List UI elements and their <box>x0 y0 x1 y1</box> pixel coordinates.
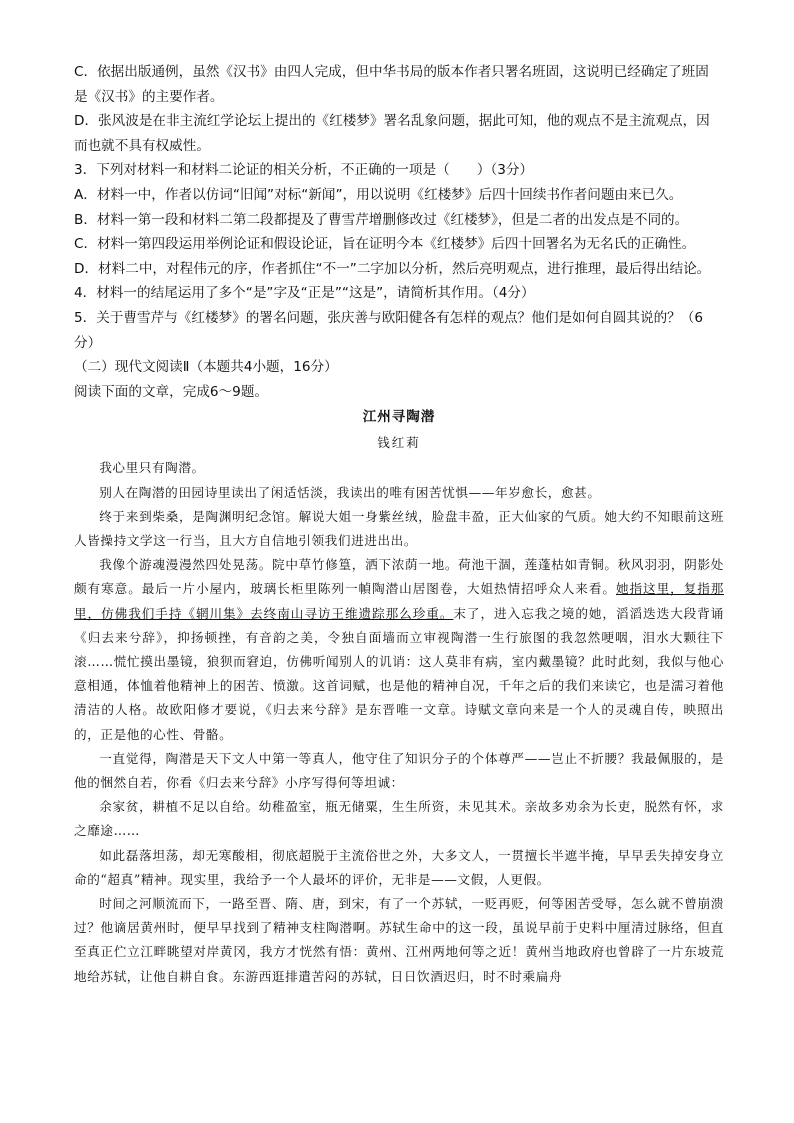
quoted-paragraph: 余家贫，耕植不足以自给。幼稚盈室，瓶无储粟，生生所资，未见其术。亲故多劝余为长吏，脱然有怀，求之靡途…… <box>74 799 724 839</box>
paragraph: 一直觉得，陶潜是天下文人中第一等真人，他守住了知识分子的个体尊严——岂止不折腰？我最佩服的，是他的悃然自若，你看《归去来兮辞》小序写得何等坦诚： <box>74 750 724 790</box>
question-4: 4．材料一的结尾运用了多个“是”字及“正是”“这是”，请简析其作用。（4分） <box>74 285 535 302</box>
paragraph <box>74 553 724 747</box>
text-line: C．依据出版通例，虽然《汉书》由四人完成，但中华书局的版本作者只署名班固，这说明已经确定了班固 <box>74 64 709 80</box>
text-line: D．张风波是在非主流红学论坛上提出的《红楼梦》署名乱象问题，据此可知，他的观点不是主流观点，因 <box>74 113 710 130</box>
paragraph: 时间之河顺流而下，一路至晋、隋、唐，到宋，有了一个苏轼，一贬再贬，何等困苦受辱，怎么就不曾崩溃过？他谪居黄州时，便早早找到了精神支柱陶潜啊。苏轼生命中的这一段，虽说早前于史料中厘清过脉络，但直至真正伫立江畔眺望对岸黄冈，我方才恍然有悟：黄州、江州两地何等之近！黄州当地政府也曾辟了一片东坡荒地给苏轼，让他自耕自食。东游西逛排遣苦闷的苏轼，日日饮酒迟归，时不时乘扁舟 <box>74 895 724 984</box>
article-author: 钱红莉 <box>377 435 421 451</box>
option-d: D．材料二中，对程伟元的序，作者抓住“不一”二字加以分析，然后亮明观点，进行推理，最后得出结论。 <box>74 260 711 277</box>
question-5: 5．关于曹雪芹与《红楼梦》的署名问题，张庆善与欧阳健各有怎样的观点？他们是如何自圆其说的？（6 <box>74 309 704 326</box>
question-3: 3．下列对材料一和材料二论证的相关分析，不正确的一项是（ ）（3分） <box>74 162 534 179</box>
document-page <box>74 60 724 989</box>
paragraph: 别人在陶潜的田园诗里读出了闲适恬淡，我读出的唯有困苦忧惧——年岁愈长，愈甚。 <box>99 484 601 500</box>
question-5-cont: 分） <box>74 334 102 351</box>
paragraph-text: 我像个游魂漫漫然四处晃荡。院中草竹修篁，洒下浓荫一地。荷池干涸，莲蓬枯如青铜。秋风羽羽，阴影处颇有寒意。最后一片小屋内，玻璃长柜里陈列一幀陶潜山居图卷，大姐热情招呼众人来看。 <box>74 557 724 597</box>
option-c: C．材料一第四段运用举例论证和假设论证，旨在证明今本《红楼梦》后四十回署名为无名氏的正确性。 <box>74 236 696 253</box>
questions-section <box>74 60 724 404</box>
article-title: 江州寻陶潜 <box>362 409 436 426</box>
paragraph: 终于来到柴桑，是陶渊明纪念馆。解说大姐一身紫丝绒，脸盘丰盈，正大仙家的气质。她大约不知眼前这班人皆操持文学这一行当，且大方自信地引领我们进进出出。 <box>74 508 724 548</box>
text-line: 而也就不具有权威性。 <box>74 137 210 154</box>
option-a: A．材料一中，作者以仿词“旧闻”对标“新闻”，用以说明《红楼梦》后四十回续书作者问题由来已久。 <box>74 186 683 203</box>
paragraph: 如此磊落坦荡，却无寒酸相，彻底超脱于主流俗世之外，大多文人，一贯擅长半遮半掩，早早丢失掉安身立命的“超真”精神。现实里，我给予一个人最坏的评价，无非是——文假，人更假。 <box>74 847 724 887</box>
paragraph-text: 末了，进入忘我之境的她，滔滔迭迭大段背诵《归去来兮辞》，抑扬顿挫，有音韵之美，令独自面墙而立审视陶潜一生行旅图的我忽然哽咽，泪水大颗往下滚……慌忙摸出墨镜，狼狈而窘迫，仿佛听闻别人的讥诮：这人莫非有病，室内戴墨镜？此时此刻，我似与他心意相通，体恤着他精神上的困苦、愤激。这首词赋，也是他的精神自况，千年之后的我们来读它，也是濡习着他清洁的人格。故欧阳修才要说，《归去来兮辞》是东晋唯一文章。诗赋文章向来是一个人的灵魂自传，映照出的，正是他的心性、骨骼。 <box>74 605 724 742</box>
paragraph: 我心里只有陶潜。 <box>99 460 205 476</box>
text-line: 是《汉书》的主要作者。 <box>74 88 224 105</box>
instruction: 阅读下面的文章，完成6～9题。 <box>74 383 269 400</box>
underlined-sentence: 她指这里，复指那里，仿佛我们手持《辋川集》去终南山寻访王维遗踪那么珍重。 <box>74 581 724 621</box>
section-heading: （二）现代文阅读Ⅱ（本题共4小题，16分） <box>74 359 338 376</box>
option-b: B．材料一第一段和材料二第二段都提及了曹雪芹增删修改过《红楼梦》，但是二者的出发点是不同的。 <box>74 211 689 228</box>
article <box>74 404 724 988</box>
